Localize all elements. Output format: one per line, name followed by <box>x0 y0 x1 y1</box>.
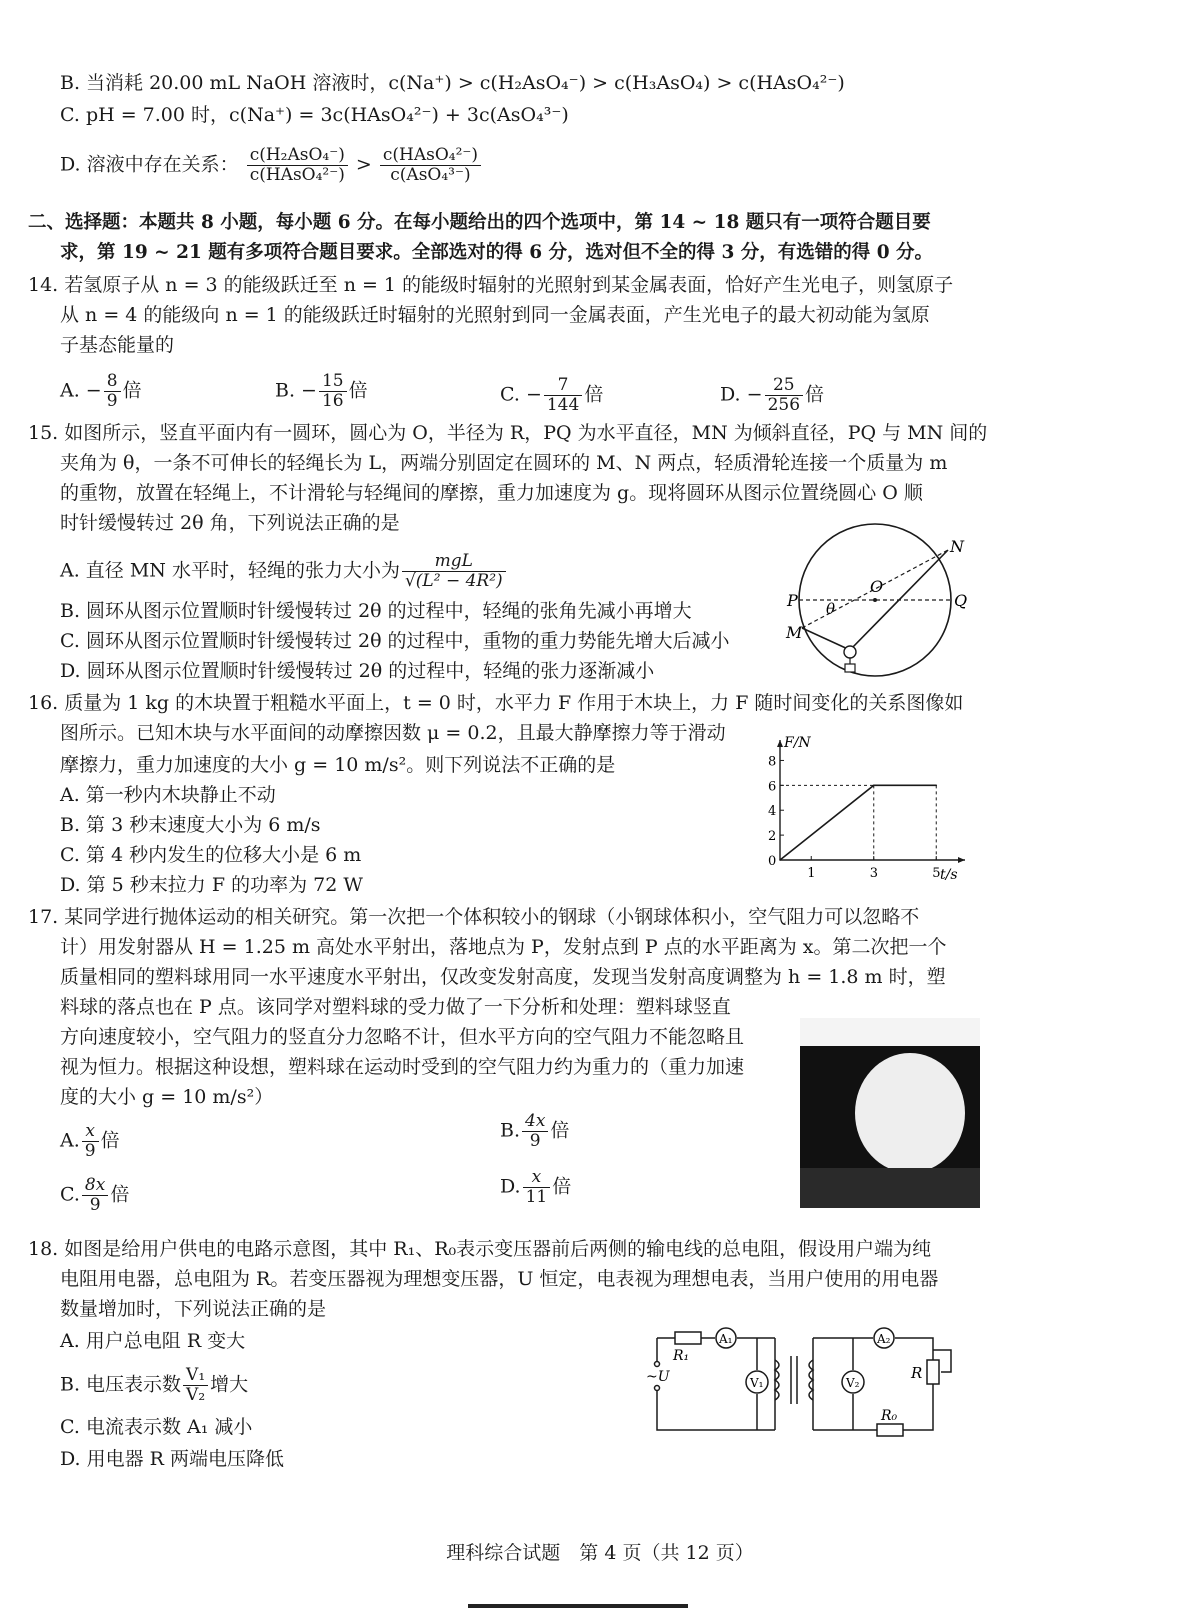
q17-b-fraction <box>522 1112 548 1151</box>
label-v2: V₂ <box>846 1376 860 1390</box>
q17-stem-line6: 视为恒力。根据这种设想，塑料球在运动时受到的空气阻力约为重力的（重力加速 <box>60 1056 745 1078</box>
q13-d-fraction-2 <box>380 146 481 185</box>
fraction-denominator: 256 <box>767 395 801 415</box>
q15-stem-line2: 夹角为 θ，一条不可伸长的轻绳长为 L，两端分别固定在圆环的 M、N 两点，轻质滑轮连接一个质量为 m <box>60 452 948 474</box>
q14-d-fraction <box>765 376 803 415</box>
label-o: O <box>870 577 884 596</box>
option-label: D. − <box>720 383 763 406</box>
fraction-denominator: 144 <box>546 395 580 415</box>
option-label: C. <box>60 1183 80 1206</box>
center-dot <box>873 598 877 602</box>
fraction-numerator: 7 <box>544 376 582 396</box>
q18-stem-line3: 数量增加时，下列说法正确的是 <box>60 1298 327 1320</box>
section2-heading-line1: 二、选择题：本题共 8 小题，每小题 6 分。在每小题给出的四个选项中，第 14 ~ 18 题只有一项符合题目要 <box>28 212 931 233</box>
label-q: Q <box>954 591 968 610</box>
q14-stem-line1: 14. 若氢原子从 n = 3 的能级跃迁至 n = 1 的能级时辐射的光照射到某金属表面，恰好产生光电子，则氢原子 <box>28 274 954 296</box>
fraction-denominator: c(AsO₄³⁻) <box>390 165 471 185</box>
greater-than-sign: > <box>355 153 372 176</box>
q17-option-a <box>60 1122 120 1161</box>
option-label: D. <box>500 1175 521 1198</box>
fraction-denominator: 9 <box>106 391 118 411</box>
fraction-denominator: √(L² − 4R²) <box>404 571 503 591</box>
q14-stem-line3: 子基态能量的 <box>60 334 175 356</box>
q17-option-c <box>60 1176 129 1215</box>
option-label: A. − <box>60 379 102 402</box>
q15-option-c: C. 圆环从图示位置顺时针缓慢转过 2θ 的过程中，重物的重力势能先增大后减小 <box>60 630 730 652</box>
label-r1: R₁ <box>673 1348 690 1364</box>
q18-option-b <box>60 1366 248 1405</box>
q15-option-b: B. 圆环从图示位置顺时针缓慢转过 2θ 的过程中，轻绳的张角先减小再增大 <box>60 600 692 622</box>
label-a2: A₂ <box>877 1332 891 1346</box>
x-tick-label: 3 <box>869 866 879 881</box>
fraction-numerator: mgL <box>402 552 506 572</box>
option-label: B. 电压表示数 <box>60 1373 182 1396</box>
label-u: ~U <box>646 1369 670 1385</box>
y-tick-label: 2 <box>768 829 777 845</box>
label-a1: A₁ <box>719 1332 733 1346</box>
pulley <box>844 646 856 658</box>
q15-stem-line3: 的重物，放置在轻绳上，不计滑轮与轻绳间的摩擦，重力加速度为 g。现将圆环从图示位置绕圆心 O 顺 <box>60 482 923 504</box>
label-p: P <box>787 591 798 610</box>
q17-stem-line7: 度的大小 g = 10 m/s²） <box>60 1086 274 1108</box>
q15-option-a <box>60 552 508 591</box>
force-series-line <box>780 785 936 860</box>
q17-stem-line2: 计）用发射器从 H = 1.25 m 高处水平射出，落地点为 P，发射点到 P 点的水平距离为 x。第二次把一个 <box>60 936 947 958</box>
fraction-denominator: V₂ <box>186 1385 206 1405</box>
force-data-point <box>935 785 937 787</box>
q17-option-b <box>500 1112 569 1151</box>
fraction-numerator: 8 <box>104 372 121 392</box>
q15-option-d: D. 圆环从图示位置顺时针缓慢转过 2θ 的过程中，轻绳的张力逐渐减小 <box>60 660 655 682</box>
q14-a-fraction <box>104 372 121 411</box>
q18-stem-line2: 电阻用电器，总电阻为 R。若变压器视为理想变压器，U 恒定，电表视为理想电表，当用户使用的用电器 <box>60 1268 939 1290</box>
q17-d-fraction <box>523 1168 551 1207</box>
label-r: R <box>911 1364 923 1382</box>
label-v1: V₁ <box>750 1376 764 1390</box>
q18-option-a: A. 用户总电阻 R 变大 <box>60 1330 246 1352</box>
fraction-denominator: 9 <box>529 1131 541 1151</box>
label-n: N <box>950 537 964 556</box>
q17-option-d <box>500 1168 571 1207</box>
q15-stem-line4: 时针缓慢转过 2θ 角，下列说法正确的是 <box>60 512 400 534</box>
q17-launcher-photo <box>800 1018 980 1208</box>
force-data-point <box>779 859 781 861</box>
terminal-bottom <box>655 1386 660 1391</box>
section2-heading-line2: 求，第 19 ~ 21 题有多项符合题目要求。全部选对的得 6 分，选对但不全的得 3 分，有选错的得 0 分。 <box>60 242 934 263</box>
resistor-r0 <box>877 1424 903 1436</box>
x-tick-label: 1 <box>807 866 816 881</box>
rheostat-arm <box>933 1350 951 1372</box>
q13-option-c: C. pH = 7.00 时，c(Na⁺) = 3c(HAsO₄²⁻) + 3c(AsO₄³⁻) <box>60 104 569 126</box>
q16-option-c: C. 第 4 秒内发生的位移大小是 6 m <box>60 844 362 866</box>
q13-option-b: B. 当消耗 20.00 mL NaOH 溶液时，c(Na⁺) > c(H₂AsO₄⁻) > c(H₃AsO₄) > c(HAsO₄²⁻) <box>60 72 845 94</box>
fraction-numerator: c(HAsO₄²⁻) <box>380 146 481 166</box>
q14-stem-line2: 从 n = 4 的能级向 n = 1 的能级跃迁时辐射的光照射到同一金属表面，产生光电子的最大初动能为氢原 <box>60 304 930 326</box>
q17-a-fraction <box>82 1122 99 1161</box>
q16-force-time-chart <box>760 735 970 895</box>
q15-ring-figure <box>786 520 970 690</box>
option-suffix: 倍 <box>100 1129 120 1152</box>
fraction-numerator: x <box>523 1168 551 1188</box>
photo-floor <box>800 1168 980 1208</box>
fraction-numerator: 8x <box>82 1176 108 1196</box>
label-theta: θ <box>826 600 836 618</box>
q14-option-d <box>720 376 824 415</box>
option-label: B. <box>500 1119 521 1142</box>
weight-block <box>845 664 855 672</box>
q15-stem-line1: 15. 如图所示，竖直平面内有一圆环，圆心为 O，半径为 R，PQ 为水平直径，MN 为倾斜直径，PQ 与 MN 间的 <box>28 422 988 444</box>
option-suffix: 倍 <box>122 379 142 402</box>
option-suffix: 增大 <box>210 1373 249 1396</box>
q18-circuit-diagram <box>645 1320 975 1450</box>
photo-bright-area <box>855 1053 965 1173</box>
resistor-r <box>927 1360 939 1384</box>
label-m: M <box>786 623 803 642</box>
photo-top-band <box>800 1018 980 1046</box>
q16-option-b: B. 第 3 秒末速度大小为 6 m/s <box>60 814 321 836</box>
option-suffix: 倍 <box>550 1119 570 1142</box>
q16-stem-line3: 摩擦力，重力加速度的大小 g = 10 m/s²。则下列说法不正确的是 <box>60 754 616 776</box>
q18-option-d: D. 用电器 R 两端电压降低 <box>60 1448 285 1470</box>
force-data-point <box>873 785 875 787</box>
fraction-numerator: V₁ <box>183 1366 208 1386</box>
q13-option-d <box>60 146 483 185</box>
q17-stem-line4: 料球的落点也在 P 点。该同学对塑料球的受力做了一下分析和处理：塑料球竖直 <box>60 996 731 1018</box>
fraction-denominator: 9 <box>84 1141 96 1161</box>
resistor-r1 <box>675 1332 701 1344</box>
option-label: A. 直径 MN 水平时，轻绳的张力大小为 <box>60 559 400 582</box>
q14-option-c <box>500 376 603 415</box>
label-r0: R₀ <box>881 1408 898 1424</box>
fraction-denominator: 9 <box>89 1195 101 1215</box>
q14-c-fraction <box>544 376 582 415</box>
q17-stem-line5: 方向速度较小，空气阻力的竖直分力忽略不计，但水平方向的空气阻力不能忽略且 <box>60 1026 745 1048</box>
fraction-numerator: c(H₂AsO₄⁻) <box>247 146 348 166</box>
y-axis-label: F/N <box>784 735 811 751</box>
x-axis-arrow <box>958 857 965 863</box>
q14-b-fraction <box>319 372 347 411</box>
option-suffix: 倍 <box>110 1183 130 1206</box>
fraction-numerator: x <box>82 1122 99 1142</box>
y-tick-label: 4 <box>768 804 777 820</box>
y-axis-arrow <box>777 740 783 747</box>
q17-stem-line1: 17. 某同学进行抛体运动的相关研究。第一次把一个体积较小的钢球（小钢球体积小，空气阻力可以忽略不 <box>28 906 920 928</box>
option-label: C. − <box>500 383 542 406</box>
x-tick-label: 5 <box>932 866 941 881</box>
fraction-denominator: 11 <box>525 1187 548 1207</box>
option-suffix: 倍 <box>552 1175 572 1198</box>
q14-option-b <box>275 372 368 411</box>
q14-option-a <box>60 372 142 411</box>
q18-option-c: C. 电流表示数 A₁ 减小 <box>60 1416 253 1438</box>
x-axis-label: t/s <box>940 867 958 883</box>
q13-d-fraction-1 <box>247 146 348 185</box>
q17-stem-line3: 质量相同的塑料球用同一水平速度水平射出，仅改变发射高度，发现当发射高度调整为 h = 1.8 m 时，塑 <box>60 966 946 988</box>
terminal-top <box>655 1362 660 1367</box>
fraction-numerator: 4x <box>522 1112 548 1132</box>
q17-c-fraction <box>82 1176 108 1215</box>
option-suffix: 倍 <box>584 383 604 406</box>
q18-stem-line1: 18. 如图是给用户供电的电路示意图，其中 R₁、R₀表示变压器前后两侧的输电线的总电阻，假设用户端为纯 <box>28 1238 932 1260</box>
option-suffix: 倍 <box>805 383 825 406</box>
secondary-wire <box>813 1338 933 1430</box>
fraction-numerator: 15 <box>319 372 347 392</box>
fraction-denominator: 16 <box>321 391 344 411</box>
option-suffix: 倍 <box>348 379 368 402</box>
q16-option-a: A. 第一秒内木块静止不动 <box>60 784 276 806</box>
q16-stem-line1: 16. 质量为 1 kg 的木块置于粗糙水平面上，t = 0 时，水平力 F 作用于木块上，力 F 随时间变化的关系图像如 <box>28 692 964 714</box>
option-label: A. <box>60 1129 80 1152</box>
y-tick-label: 6 <box>768 779 777 795</box>
q16-stem-line2: 图所示。已知木块与水平面间的动摩擦因数 μ = 0.2，且最大静摩擦力等于滑动 <box>60 722 726 744</box>
bottom-scan-mark <box>468 1604 688 1608</box>
q16-option-d: D. 第 5 秒末拉力 F 的功率为 72 W <box>60 874 363 896</box>
q18-b-fraction <box>183 1366 208 1405</box>
y-tick-label: 8 <box>768 754 777 770</box>
page-footer: 理科综合试题 第 4 页（共 12 页） <box>446 1542 754 1564</box>
q15-a-fraction <box>402 552 506 591</box>
fraction-denominator: c(HAsO₄²⁻) <box>249 165 345 185</box>
y-tick-label: 0 <box>768 854 777 869</box>
fraction-numerator: 25 <box>765 376 803 396</box>
q13-option-d-prefix: D. 溶液中存在关系： <box>60 153 239 176</box>
option-label: B. − <box>275 379 317 402</box>
